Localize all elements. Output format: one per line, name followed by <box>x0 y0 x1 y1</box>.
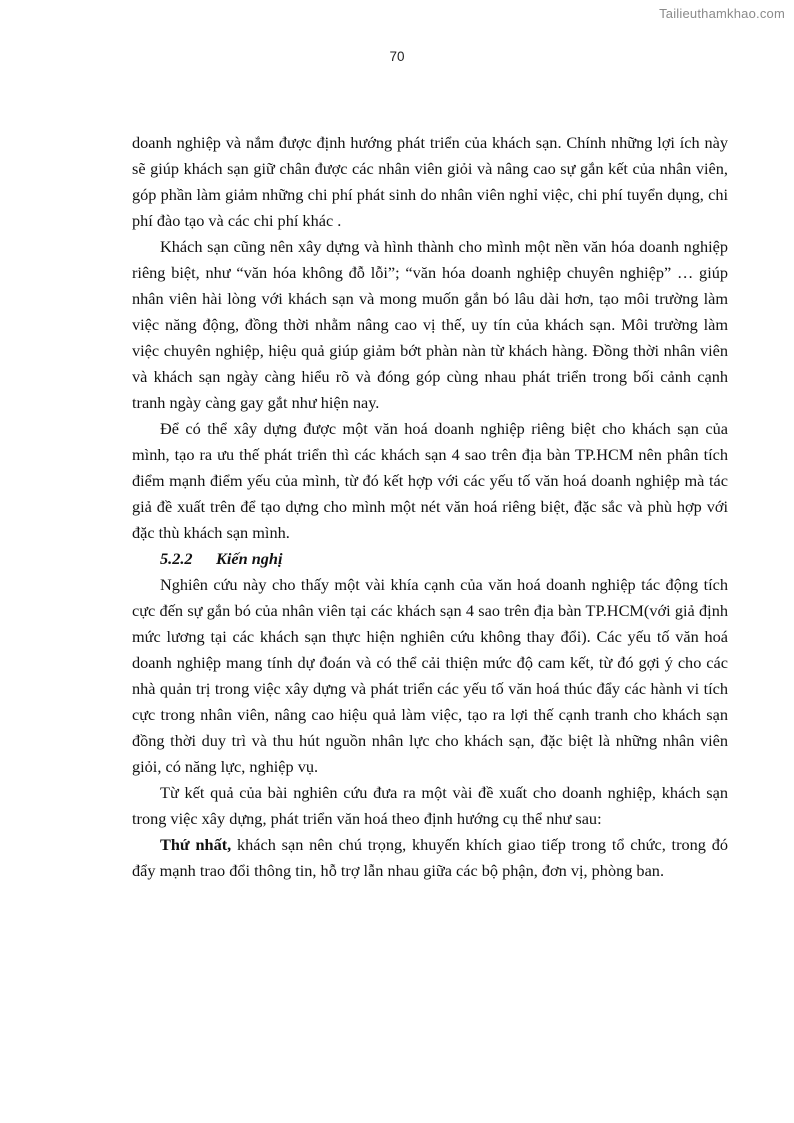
paragraph-6 <box>132 832 728 884</box>
page-number: 70 <box>389 49 405 64</box>
section-heading <box>132 546 728 572</box>
document-body <box>132 130 728 884</box>
section-number: 5.2.2 <box>160 549 193 568</box>
paragraph-6-lead: Thứ nhất, <box>160 835 232 854</box>
paragraph-4: Nghiên cứu này cho thấy một vài khía cạnh của văn hoá doanh nghiệp tác động tích cực đến sự gắn bó của nhân viên tại các khách sạn 4 sao trên địa bàn TP.HCM(với giả định mức lương tại các khách sạn thực hiện nghiên cứu không thay đổi). Các yếu tố văn hoá doanh nghiệp mang tính dự đoán và có thể cải thiện mức độ cam kết, từ đó gợi ý cho các nhà quản trị trong việc xây dựng và phát triển các yếu tố văn hoá thúc đẩy các hành vi tích cực trong nhân viên, nâng cao hiệu quả làm việc, tạo ra lợi thế cạnh tranh cho khách sạn đồng thời duy trì và thu hút nguồn nhân lực cho khách sạn, đặc biệt là những nhân viên giỏi, có năng lực, nghiệp vụ. <box>132 575 728 776</box>
watermark: Tailieuthamkhao.com <box>659 6 785 21</box>
paragraph-1: doanh nghiệp và nắm được định hướng phát triển của khách sạn. Chính những lợi ích này sẽ giúp khách sạn giữ chân được các nhân viên giỏi và nâng cao sự gắn kết của nhân viên, góp phần làm giảm những chi phí phát sinh do nhân viên nghỉ việc, chi phí tuyển dụng, chi phí đào tạo và các chi phí khác . <box>132 133 728 230</box>
paragraph-2: Khách sạn cũng nên xây dựng và hình thành cho mình một nền văn hóa doanh nghiệp riêng biệt, như “văn hóa không đỗ lỗi”; “văn hóa doanh nghiệp chuyên nghiệp” … giúp nhân viên hài lòng với khách sạn và mong muốn gắn bó lâu dài hơn, tạo môi trường làm việc năng động, đồng thời nhằm nâng cao vị thế, uy tín của khách sạn. Môi trường làm việc chuyên nghiệp, hiệu quả giúp giảm bớt phàn nàn từ khách hàng. Đồng thời nhân viên và khách sạn ngày càng hiểu rõ và đóng góp cùng nhau phát triển trong bối cảnh cạnh tranh ngày càng gay gắt như hiện nay. <box>132 237 728 412</box>
section-title: Kiến nghị <box>216 549 283 568</box>
paragraph-3: Để có thể xây dựng được một văn hoá doanh nghiệp riêng biệt cho khách sạn của mình, tạo ra ưu thế phát triển thì các khách sạn 4 sao trên địa bàn TP.HCM nên phân tích điểm mạnh điểm yếu của mình, từ đó kết hợp với các yếu tố văn hoá doanh nghiệp mà tác giả đề xuất trên để tạo dựng cho mình một nét văn hoá riêng biệt, đặc sắc và phù hợp với đặc thù khách sạn mình. <box>132 419 728 542</box>
paragraph-5: Từ kết quả của bài nghiên cứu đưa ra một vài đề xuất cho doanh nghiệp, khách sạn trong việc xây dựng, phát triển văn hoá theo định hướng cụ thể như sau: <box>132 783 728 828</box>
paragraph-6-text: khách sạn nên chú trọng, khuyến khích giao tiếp trong tổ chức, trong đó đẩy mạnh trao đổi thông tin, hỗ trợ lẫn nhau giữa các bộ phận, đơn vị, phòng ban. <box>132 835 728 880</box>
